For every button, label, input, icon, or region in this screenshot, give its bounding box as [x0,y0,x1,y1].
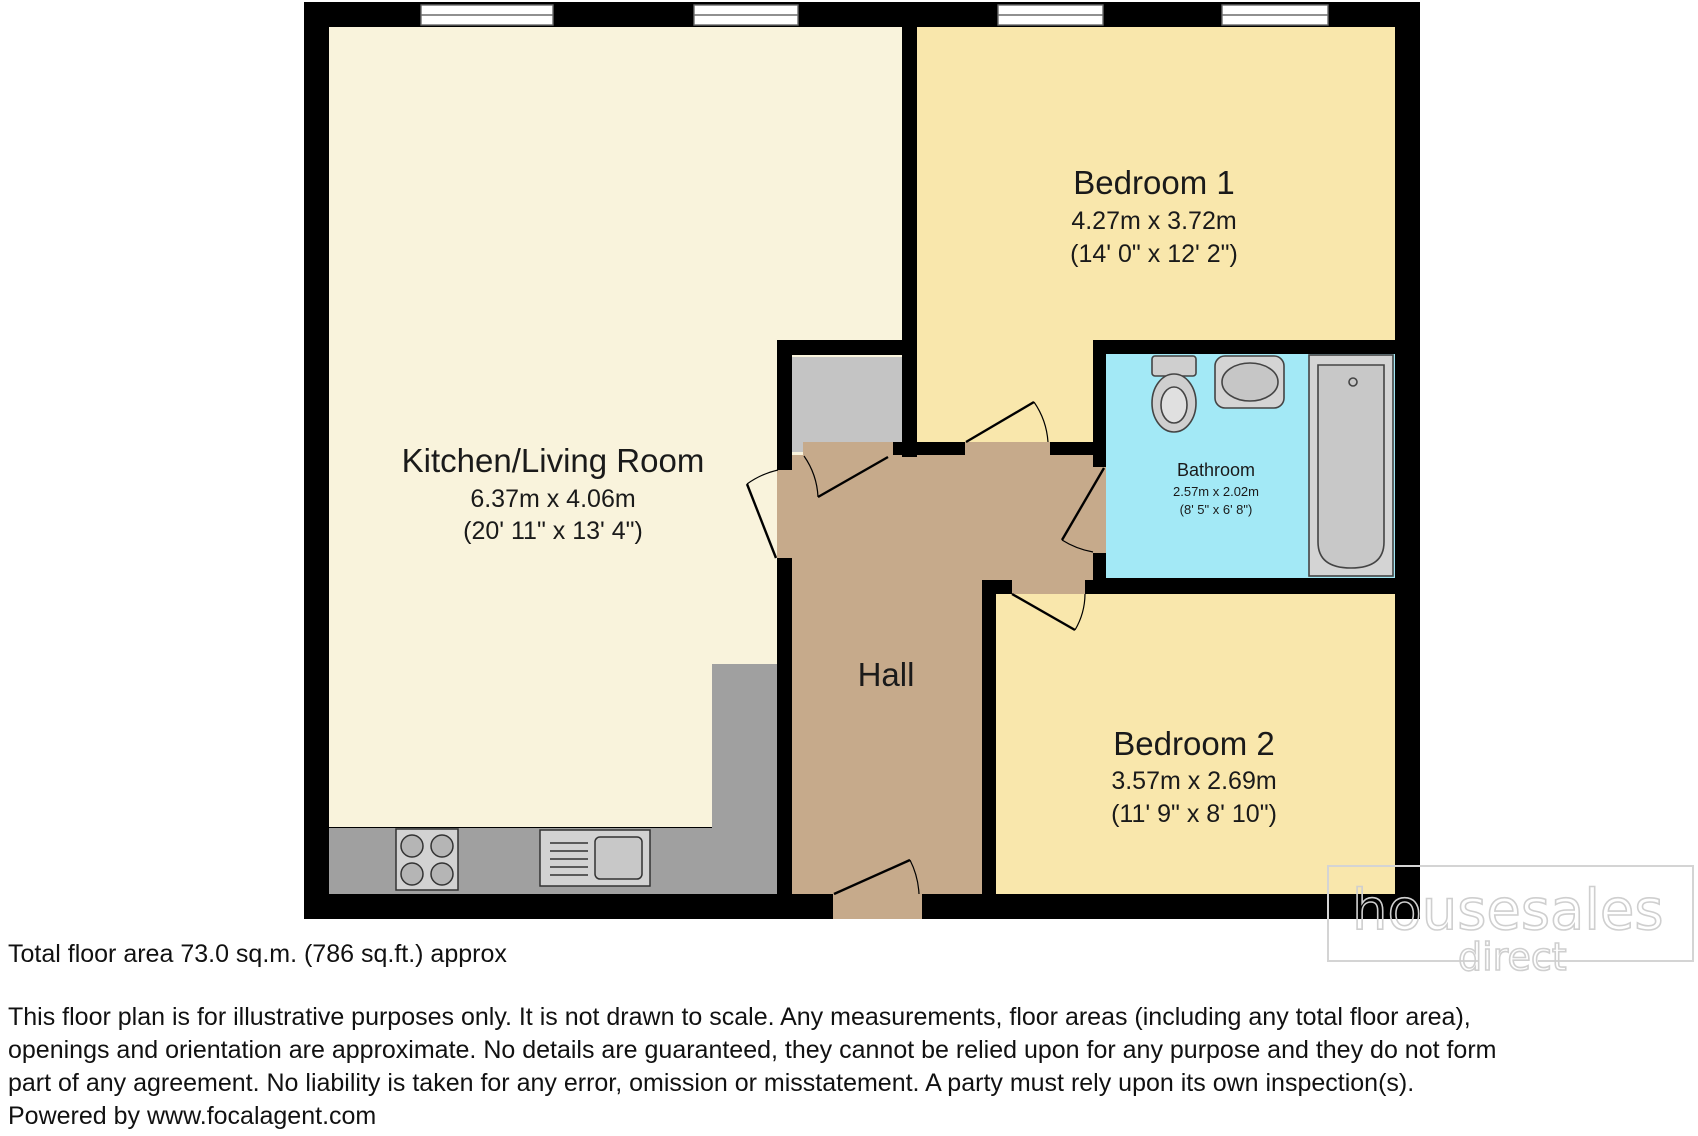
disclaimer-line: This floor plan is for illustrative purposes only. It is not drawn to scale. Any measurements, floor areas (including any total floor area), [8,1003,1471,1031]
room-label-bedroom-2 [1111,725,1277,828]
svg-text:4.27m x 3.72m: 4.27m x 3.72m [1071,207,1237,235]
disclaimer [8,1001,1698,1133]
svg-text:Bedroom 1: Bedroom 1 [1073,164,1235,201]
wall-cupboard-top [777,340,917,355]
basin-icon [1215,356,1284,408]
room-label-hall [858,656,915,693]
svg-text:Bathroom: Bathroom [1176,460,1256,480]
entrance-door-opening [833,894,922,919]
toilet-icon [1152,356,1196,432]
svg-text:Bedroom 2: Bedroom 2 [1113,725,1275,762]
svg-text:Kitchen/Living Room: Kitchen/Living Room [401,442,705,479]
doorway-cupboard [803,442,893,456]
room-label-bedroom-1 [1070,164,1238,268]
storage-cupboard [792,357,902,452]
doorway-kitchen [777,470,792,558]
wall-bathroom-north [1093,340,1395,354]
disclaimer-line: part of any agreement. No liability is taken for any error, omission or misstatement. A party must rely upon its own inspection(s). [8,1069,1415,1097]
wall-bathroom-south [1093,578,1395,594]
total-floor-area: Total floor area 73.0 sq.m. (786 sq.ft.) approx [8,940,507,968]
wall-hall-west [777,340,792,894]
svg-text:(20' 11" x 13' 4"): (20' 11" x 13' 4") [463,517,643,545]
room-label-bathroom [1173,460,1259,517]
disclaimer-line: openings and orientation are approximate. No details are guaranteed, they cannot be relied upon for any purpose and they do not form [8,1036,1497,1064]
svg-text:(8' 5" x 6' 8"): (8' 5" x 6' 8") [1179,502,1253,517]
powered-by-line: Powered by www.focalagent.com [8,1102,377,1130]
wall-kitchen-bedroom1 [902,27,917,457]
wall-bedroom2-west [982,580,996,894]
svg-text:6.37m x 4.06m: 6.37m x 4.06m [470,485,636,513]
hob-icon [396,829,458,890]
bedroom-1-floor-lower [917,340,1093,442]
doorway-bathroom [1093,467,1106,553]
svg-text:(11' 9" x 8' 10"): (11' 9" x 8' 10") [1111,800,1277,828]
svg-text:2.57m x 2.02m: 2.57m x 2.02m [1173,484,1259,499]
wall-bedroom2-north [982,580,1012,594]
svg-text:Hall: Hall [857,656,915,693]
svg-text:direct: direct [1458,935,1567,979]
svg-text:housesales: housesales [1352,878,1664,943]
svg-text:3.57m x 2.69m: 3.57m x 2.69m [1111,767,1277,795]
housesales-direct-logo [1328,866,1693,979]
doorway-bedroom2 [1012,580,1085,594]
svg-text:(14' 0" x 12' 2"): (14' 0" x 12' 2") [1070,240,1238,268]
bath-icon [1309,355,1393,576]
doorway-bedroom1 [965,442,1050,455]
sink-icon [540,830,650,886]
